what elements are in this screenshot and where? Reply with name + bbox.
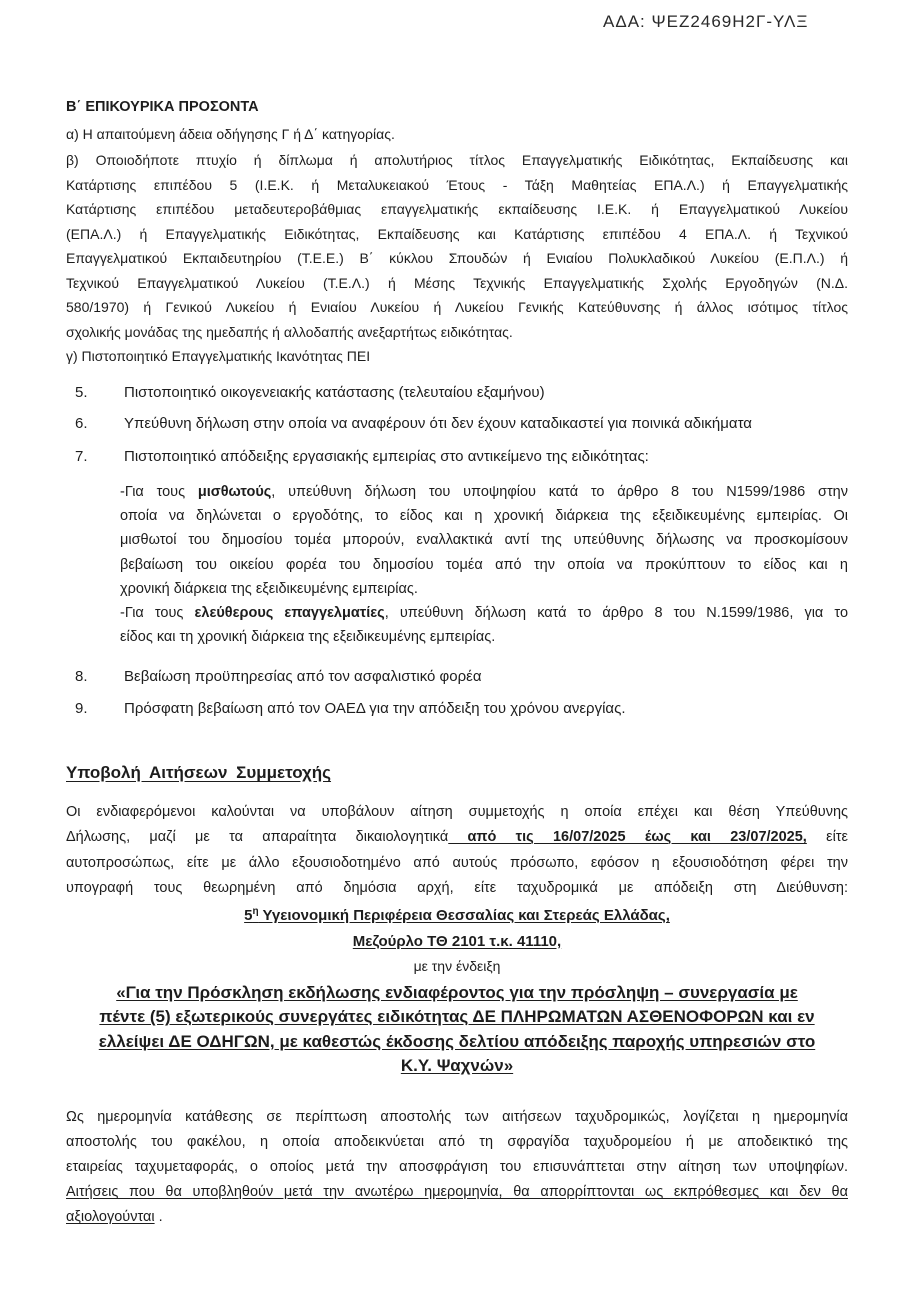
late-applications-warning-end [66, 1205, 848, 1230]
submission-line [66, 825, 848, 850]
submission-line-start: Δήλωσης, μαζί με τα απαραίτητα δικαιολογητικά [66, 829, 449, 846]
item-text: Βεβαίωση προϋπηρεσίας από τον ασφαλιστικό φορέα [124, 668, 482, 685]
submission-paragraph [66, 800, 848, 901]
submission-heading: Υποβολή Αιτήσεων Συμμετοχής [66, 763, 332, 782]
qualification-b-line: β) Οποιοδήποτε πτυχίο ή δίπλωμα ή απολυτήριος τίτλος Επαγγελματικής Ειδικότητας, Εκπαίδευσης και [66, 152, 848, 168]
marking-line: ελλείψει ΔΕ ΟΔΗΓΩΝ, με καθεστώς έκδοσης δελτίου απόδειξης παροχής υπηρεσιών στο [98, 1031, 816, 1051]
supplementary-qualifications-section [66, 94, 848, 369]
required-document-item [75, 381, 848, 405]
authority-ordinal: η [252, 906, 259, 917]
employees-paragraph-line: χρονική διάρκεια της εξειδικευμένης εμπειρίας. [120, 580, 418, 597]
authority-title: Υγειονομική Περιφέρεια Θεσσαλίας και Στερεάς Ελλάδας, [258, 907, 670, 924]
qualification-c: γ) Πιστοποιητικό Επαγγελματικής Ικανότητας ΠΕΙ [66, 348, 371, 364]
freelancers-paragraph-line [120, 601, 848, 625]
envelope-marking [37, 981, 877, 1078]
work-experience-details [120, 480, 848, 649]
item-number: 6. [75, 415, 88, 432]
required-document-item [75, 665, 848, 689]
employees-term: μισθωτούς [197, 484, 272, 500]
submission-line: υπογραφή τους θεωρημένη από δημόσια αρχή, είτε ταχυδρομικά με απόδειξη στη Διεύθυνση: [66, 879, 848, 896]
submission-line: Οι ενδιαφερόμενοι καλούνται να υποβάλουν αίτηση συμμετοχής η οποία επέχει και θέση Υπεύθυνης [66, 804, 848, 820]
item-text: Πρόσφατη βεβαίωση από τον ΟΑΕΔ για την απόδειξη του χρόνου ανεργίας. [124, 700, 626, 717]
employees-paragraph-line: μισθωτοί του δημοσίου τομέα μπορούν, εναλλακτικά αντί της υπεύθυνης δήλωσης να προσκομίσουν [120, 532, 848, 549]
required-document-item [75, 697, 848, 721]
ada-code: ΑΔΑ: ΨΕΖ2469Η2Γ-ΥΛΞ [603, 12, 809, 31]
qualification-b-line: σχολικής μονάδας της ημεδαπής ή αλλοδαπής ανεξαρτήτως ειδικότητας. [66, 323, 513, 340]
freelancers-prefix: -Για τους [120, 605, 195, 622]
submission-period: από τις 16/07/2025 έως και 23/07/2025, [448, 829, 807, 846]
postal-note-line: εταιρείας ταχυμεταφοράς, ο οποίος μετά την αποσφράγιση του επισυνάπτεται στην αίτηση των υποψηφίων. [66, 1159, 848, 1175]
section-title: Β΄ ΕΠΙΚΟΥΡΙΚΑ ΠΡΟΣΟΝΤΑ [66, 99, 259, 115]
employees-paragraph-line [120, 480, 848, 504]
employees-paragraph-line: βεβαίωση του οικείου φορέα του δημοσίου τομέα από την οποία να προκύπτουν το είδος και η [120, 556, 848, 573]
qualification-b-line: Κατάρτισης επιπέδου 5 (Ι.Ε.Κ. ή Μεταλυκειακού Έτους - Τάξη Μαθητείας ΕΠΑ.Λ.) ή Επαγγελματικής [66, 176, 848, 193]
street-address: Μεζούρλο ΤΘ 2101 τ.κ. 41110, [352, 932, 562, 950]
qualification-b-line: 580/1970) ή Γενικού Λυκείου ή Ενιαίου Λυκείου ή Λυκείου Γενικής Κατεύθυνσης ή άλλος ισότιμος τίτλος [66, 299, 848, 315]
item-text: Πιστοποιητικό οικογενειακής κατάστασης (τελευταίου εξαμήνου) [124, 384, 545, 401]
freelancers-term: ελεύθερους επαγγελματίες [194, 605, 385, 622]
qualification-b-line: Κατάρτισης επιπέδου μεταδευτεροβάθμιας επαγγελματικής εκπαίδευσης Ι.Ε.Κ. ή Επαγγελματικού Λυκείου [66, 201, 848, 217]
marking-line: «Για την Πρόσκληση εκδήλωσης ενδιαφέροντος για την πρόσληψη – συνεργασία με [116, 983, 798, 1002]
employees-line-rest: , υπεύθυνη δήλωση του υποψηφίου κατά το άρθρο 8 του Ν1599/1986 στην [271, 484, 849, 500]
postal-submission-note [66, 1105, 848, 1230]
authority-number: 5 [244, 907, 253, 924]
item-number: 7. [75, 448, 88, 465]
item-number: 5. [75, 384, 88, 401]
marking-line: Κ.Υ. Ψαχνών» [400, 1055, 514, 1075]
warning-last-word: αξιολογούνται [66, 1209, 155, 1225]
item-text: Πιστοποιητικό απόδειξης εργασιακής εμπειρίας στο αντικείμενο της ειδικότητας: [124, 448, 649, 465]
postal-address [57, 903, 857, 980]
item-text: Υπεύθυνη δήλωση στην οποία να αναφέρουν ότι δεν έχουν καταδικαστεί για ποινικά αδικήματα [124, 415, 752, 432]
postal-note-line: αποστολής του φακέλου, η οποία αποδεικνύεται από τη σφραγίδα ταχυδρομείου ή με αποδεικτικό της [66, 1134, 848, 1150]
marking-line: πέντε (5) εξωτερικούς συνεργάτες ειδικότητας ΔΕ ΠΛΗΡΩΜΑΤΩΝ ΑΣΘΕΝΟΦΟΡΩΝ και εν [99, 1007, 815, 1027]
postal-note-line: Ως ημερομηνία κατάθεσης σε περίπτωση αποστολής των αιτήσεων ταχυδρομικώς, λογίζεται η ημερομηνία [66, 1109, 848, 1125]
item-number: 9. [75, 700, 88, 717]
qualification-a: α) Η απαιτούμενη άδεια οδήγησης Γ ή Δ΄ κατηγορίας. [66, 126, 395, 142]
employees-paragraph-line: οποία να δηλώνεται ο εργοδότης, το είδος και η χρονική διάρκεια της εξειδικευμένης εμπειρίας. Οι [120, 508, 848, 525]
required-document-item [75, 445, 848, 469]
qualification-b-line: Επαγγελματικού Εκπαιδευτηρίου (Τ.Ε.Ε.) Β΄ κύκλου Σπουδών ή Ενιαίου Πολυκλαδικού Λυκείου (Ε.Π.Λ.) ή [66, 250, 848, 266]
authority-name [57, 903, 857, 929]
marking-label: με την ένδειξη [413, 958, 501, 974]
qualification-b-line: Τεχνικού Επαγγελματικού Λυκείου (Τ.Ε.Λ.) ή Μέσης Τεχνικής Επαγγελματικής Σχολής Εργοδηγών (Ν.Δ. [66, 274, 848, 291]
late-applications-warning: Αιτήσεις που θα υποβληθούν μετά την ανωτέρω ημερομηνία, θα απορρίπτονται ως εκπρόθεσμες και δεν θα [66, 1184, 848, 1200]
qualification-b [66, 148, 848, 344]
warning-period: . [154, 1209, 163, 1225]
item-number: 8. [75, 668, 88, 685]
submission-line-end: είτε [806, 829, 848, 846]
submission-line: αυτοπροσώπως, είτε με άλλο εξουσιοδοτημένο από αυτούς πρόσωπο, εφόσον η εξουσιοδότηση φέρει την [66, 854, 848, 871]
employees-prefix: -Για τους [120, 484, 198, 500]
freelancers-line-rest: , υπεύθυνη δήλωση κατά το άρθρο 8 του Ν.1599/1986, για το [384, 605, 849, 622]
required-document-item [75, 412, 848, 436]
freelancers-paragraph-line: είδος και τη χρονική διάρκεια της εξειδικευμένης εμπειρίας. [120, 629, 496, 646]
qualification-b-line: (ΕΠΑ.Λ.) ή Επαγγελματικής Ειδικότητας, Εκπαίδευσης και Κατάρτισης επιπέδου 4 ΕΠΑ.Λ. ή Τεχνικού [66, 225, 848, 242]
